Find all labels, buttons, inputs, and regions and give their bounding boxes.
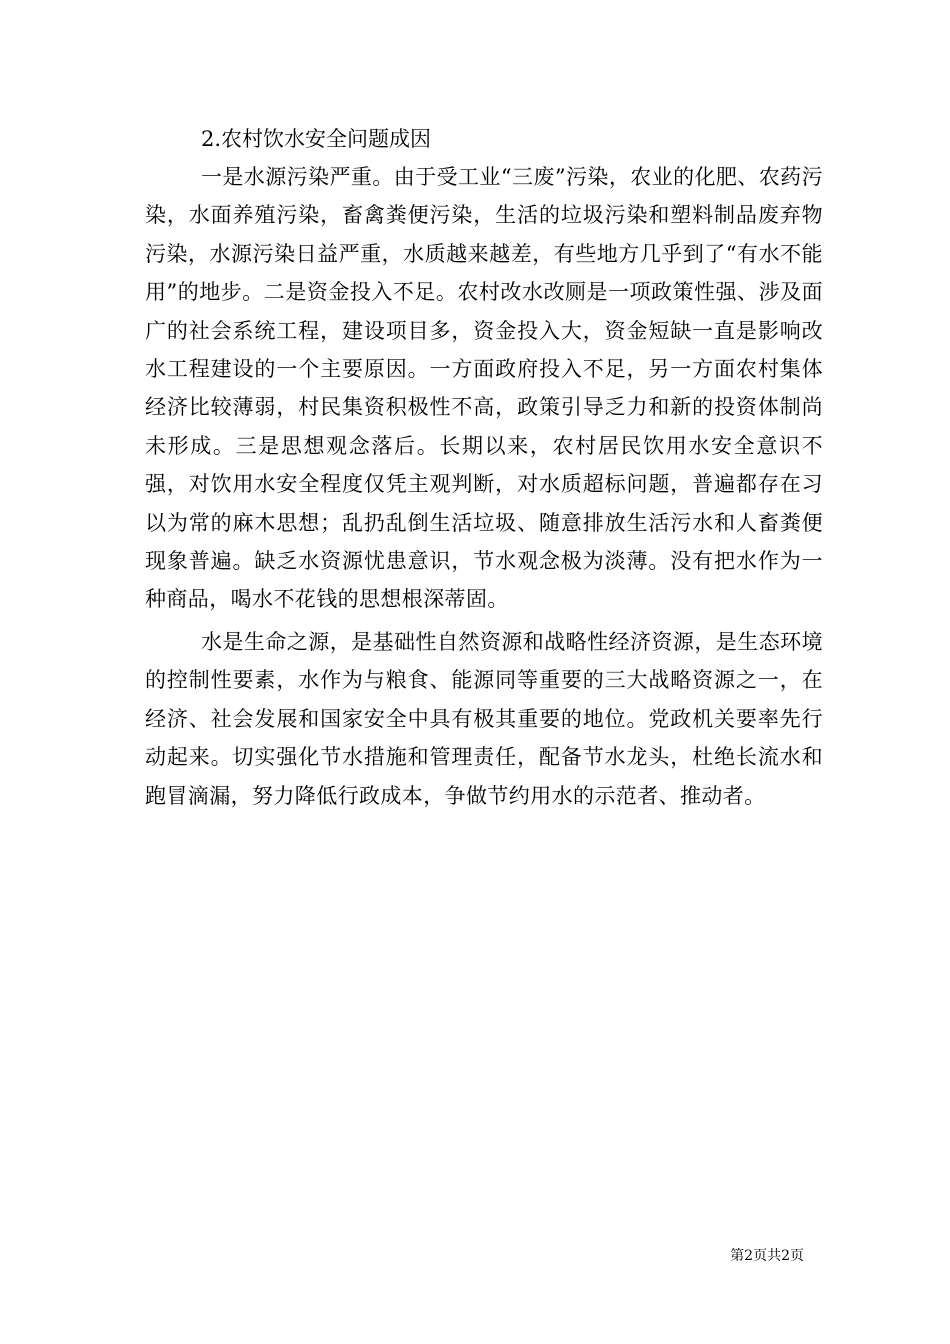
page-number-footer: 第2页共2页: [730, 1248, 804, 1264]
document-body: [145, 120, 823, 815]
body-paragraph-causes: 一是水源污染严重。由于受工业“三废”污染，农业的化肥、农药污染，水面养殖污染，畜禽粪便污染，生活的垃圾污染和塑料制品废弃物污染，水源污染日益严重，水质越来越差，有些地方几乎到了“有水不能用”的地步。二是资金投入不足。农村改水改厕是一项政策性强、涉及面广的社会系统工程，建设项目多，资金投入大，资金短缺一直是影响改水工程建设的一个主要原因。一方面政府投入不足，另一方面农村集体经济比较薄弱，村民集资积极性不高，政策引导乏力和新的投资体制尚未形成。三是思想观念落后。长期以来，农村居民饮用水安全意识不强，对饮用水安全程度仅凭主观判断，对水质超标问题，普遍都存在习以为常的麻木思想；乱扔乱倒生活垃圾、随意排放生活污水和人畜粪便现象普遍。缺乏水资源忧患意识，节水观念极为淡薄。没有把水作为一种商品，喝水不花钱的思想根深蒂固。: [145, 165, 823, 612]
section-heading: 2.农村饮水安全问题成因: [201, 127, 432, 151]
body-paragraph-water-importance: 水是生命之源，是基础性自然资源和战略性经济资源，是生态环境的控制性要素，水作为与粮食、能源同等重要的三大战略资源之一，在经济、社会发展和国家安全中具有极其重要的地位。党政机关要率先行动起来。切实强化节水措施和管理责任，配备节水龙头，杜绝长流水和跑冒滴漏，努力降低行政成本，争做节约用水的示范者、推动者。: [145, 629, 823, 808]
